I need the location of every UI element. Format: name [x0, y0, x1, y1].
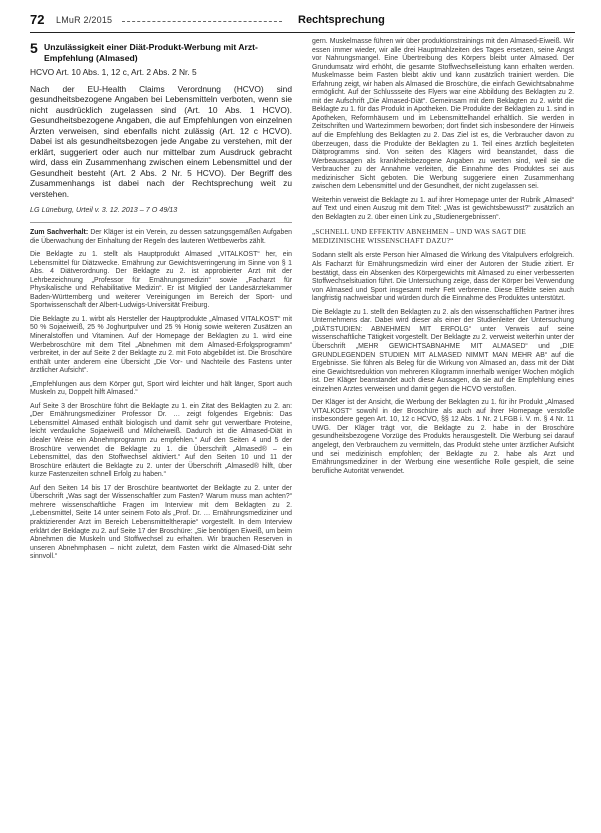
body-paragraph [30, 316, 292, 376]
section-divider [30, 222, 292, 223]
header-divider [122, 21, 282, 22]
paragraph-text: Die Beklagte zu 1. stellt als Hauptprodukt Almased „VITALKOST“ her, ein Lebensmittel für Diätzwecke. Ernährung zur Gewichtsverringerung im Sinne von § 1 Abs. 4 Diätverordnung. Der Beklagte zu 2. ist approbierter Arzt mit der Lehrbezeichnung „Professor für Ernährungsmedizin“ sowie „Facharzt für Physikalische und Rehabilitative Medizin“. Er ist Mitglied der Landesärztekammer Baden-Württemberg und weiterer Vereinigungen im Bereich der Sport- und Sportwissenschaft der Albert-Ludwigs-Universität Freiburg. [30, 251, 292, 310]
body-paragraph [30, 251, 292, 311]
body-paragraph: gern. Muskelmasse führen wir über produktionstrainings mit den Almased-Eiweiß. Wir essen immer wieder, wir alle drei Hauptmahlzeiten des Tages ersetzen, seine Angst vor Nahrungsmangel. Eine Übertreibung des Körpers bleibt unter Almased. Der Grundumsatz wird erhöht, die gesamte Stoffwechselleistung kann erhalten werden. Muskelmasse beim Fasten bleibt aktiv und kann zusätzlich trainiert werden. Die Erfahrung zeigt, wir haben als Almased die Broschüre, die einfach Gewichtsabnahme ermöglicht. Auf der Schlussseite des Flyers war eine Abbildung des Beklagten zu 2. mit der Aufschrift „Die Almased-Diät“. Gemeinsam mit dem Beklagten zu 2. wirbt die Beklagte zu 1. für das Produkt in Apotheken. Die Produkte der Beklagten zu 1. sind in Apotheken, Reformhäusern und im Lebensmittelhandel erhältlich. Sie werden in Zeitschriften und Wartezimmern beworben; dort findet sich insbesondere der Hinweis auf die Empfehlung des Beklagten zu 2. Das Ziel ist es, die Verbraucher davon zu überzeugen, dass die Produkte der Beklagten zu 1. Teil eines ärztlich begleiteten Diätprogramms sind. Von seiten des Klägers wird beanstandet, dass die Werbeaussagen als krankheitsbezogene Angaben zu werten sind, weil sie die Verbraucher zu der Annahme verleiten, die Einnahme des Produktes sei aus medizinischer Sicht geboten. Die Werbung suggeriere einen Zusammenhang zwischen dem Lebensmittel und der Gesundheit, der nicht zugelassen sei. [312, 38, 574, 191]
article-title: Unzulässigkeit einer Diät-Produkt-Werbung mit Arzt-Empfehlung (Almased) [44, 42, 258, 63]
left-column [30, 42, 292, 567]
paragraph-lead-in: Zum Sachverhalt: [30, 229, 89, 236]
paragraph-text: Der Kläger ist ein Verein, zu dessen satzungsgemäßen Aufgaben die Überwachung der Einhaltung der Regeln des lauteren Wettbewerbs zählt. [30, 229, 292, 245]
left-body-text [30, 229, 292, 562]
page-number: 72 [30, 12, 45, 27]
paragraph-text: Auf Seite 3 der Broschüre führt die Beklagte zu 1. ein Zitat des Beklagten zu 2. an: „Der Ernährungsmediziner Professor Dr. … zeigt folgendes Ergebnis: Das Lebensmittel Almased enthält biologisch und damit sehr gut verwertbare Proteine, leicht verdauliche Sojaeiweiß und Milcheiweiß. Dadurch ist die Almased-Diät in idealer Weise ein Abnehmprogramm zu empfehlen.“ Auf den Seiten 4 und 5 der Broschüre verwendet die Beklagte zu 1. die Überschrift „Almased® – ein Lebensmittel, das den Stoffwechsel aktiviert.“ Auf den Seiten 10 und 11 der Broschüre erläutert die Beklagte zu 2. unter der Überschrift „Almased® hilft, über kurze Fastenzeiten schnell Erfolg zu haben.“ [30, 402, 292, 479]
body-paragraph: Weiterhin verweist die Beklagte zu 1. auf ihrer Homepage unter der Rubrik „Almased“ auf Text und einen Auszug mit dem Titel: „Was ist gewichtsbewusst?“ zusätzlich an den Beklagten zu 2. über einen Link zu „Studienergebnissen“. [312, 196, 574, 221]
body-paragraph [30, 485, 292, 562]
article-lead: Nach der EU-Health Claims Verordnung (HCVO) sind gesundheitsbezogene Angaben bei Lebensmitteln verboten, wenn sie nicht ausdrücklich zugelassen sind (Art. 10 Abs. 1 HCVO). Gesundheitsbezogene Angaben, die auf Empfehlungen von einzelnen Ärzten verweisen, sind ebenfalls nicht zulässig (Art. 12 c HCVO). Dabei ist als gesundheitsbezogen jede Angabe zu verstehen, mit der erklärt, suggeriert oder auch nur mittelbar zum Ausdruck gebracht wird, dass ein Zusammenhang zwischen einem Lebensmittel und der Gesundheit besteht (Art. 2 Abs. 2 Nr. 5 HCVO). Der Begriff des Zusammenhangs ist dabei nach der Rechtsprechung weit zu verstehen. [30, 83, 292, 199]
page-header [30, 12, 575, 32]
paragraph-text: Auf den Seiten 14 bis 17 der Broschüre beantwortet der Beklagte zu 2. unter der Überschrift „Was sagt der Wissenschaftler zum Fasten? Warum muss man achten?“ mehrere wissenschaftliche Fragen im Interview mit dem Beklagten zu 2. „Lebensmittel, Seite 14 unter seinem Foto als „Prof. Dr. … Ernährungsmediziner und praktizierender Arzt im Bereich Lebensmitteltherapie“ vorgestellt. In dem Interview erklärt der Beklagte zu 2. auf Seite 17 der Broschüre: „Sie benötigen Eiweiß, um beim Abnehmen die Muskeln und Stoffwechsel zu erhalten. Wir brauchen Reserven in unseren Abnehmphasen – nicht zuletzt, dem Fasten wirkt die Almased-Diät sehr sinnvoll.“ [30, 484, 292, 561]
article-citation: HCVO Art. 10 Abs. 1, 12 c, Art. 2 Abs. 2 Nr. 5 [30, 67, 197, 77]
body-paragraph: Sodann stellt als erste Person hier Almased die Wirkung des Vitalpulvers erfolgreich. Als Facharzt für Ernährungsmedizin wird einer der Autoren der Studie zitiert. Er bestätigt, dass ein Absenken des Körpergewichts mit Almased zu einer verbesserten Stoffwechselsituation führt. Die Untersuchung zeige, dass der Körper bei Verwendung von Almased und Sport insgesamt mehr Fett verbrenne. Diese Effekte seien auch langfristig nachweisbar und würden durch die Einnahme des Produktes unterstützt. [312, 252, 574, 303]
court-reference: LG Lüneburg, Urteil v. 3. 12. 2013 – 7 O 49/13 [30, 205, 178, 214]
article-heading [30, 42, 292, 63]
body-paragraph [30, 403, 292, 480]
paragraph-text: Die Beklagte zu 1. wirbt als Hersteller der Hauptprodukte „Almased VITALKOST“ mit 50 % Sojaeiweiß, 25 % Joghurtpulver und 25 % Honig sowie weiteren Zusätzen an Mineralstoffen und Vitaminen. Auf der Homepage der Beklagten zu 1. wird eine Werbebroschüre mit dem Titel „Abnehmen mit dem Almased-Erfolgsprogramm“ verbreitet, in der auf Seite 2 der Beklagte zu 2. mit Foto abgebildet ist. Die Broschüre enthält unter anderem eine Übersicht „Die Vor- und Nachteile des Fastens unter ärztlicher Aufsicht“. [30, 315, 292, 375]
quoted-subheading: „SCHNELL UND EFFEKTIV ABNEHMEN – UND WAS SAGT DIE MEDIZINISCHE WISSENSCHAFT DAZU?“ [312, 228, 526, 246]
article-number: 5 [30, 40, 38, 56]
body-paragraph: Die Beklagte zu 1. stellt den Beklagten zu 2. als den wissenschaftlichen Partner ihres Unternehmens dar. Dabei wird dieser als einer der Studienleiter der Untersuchung „DIÄTSTUDIEN: ABNEHMEN MIT ERFOLG“ unter Verweis auf seine wissenschaftliche Tätigkeit vorgestellt. Der Beklagte zu 2. verweist weiterhin unter der Überschrift „MEHR GEWICHTSABNAHME MIT ALMASED“ und „DIE GRUNDLEGENDEN STUDIEN MIT ALMASED NIMMT MAN MEHR AB“ auf die Ergebnisse. Sie führen als Beleg für die Wirkung von Almased an, dass mit der Diät eine Gewichtsreduktion von mehreren Kilogramm innerhalb weniger Wochen möglich ist. Der Kläger beanstandet auch diese Aussagen, da sie auf die Empfehlung eines einzelnen Arztes verweisen und damit gegen die HCVO verstoßen. [312, 308, 574, 393]
body-paragraph [30, 229, 292, 246]
section-title: Rechtsprechung [298, 14, 385, 26]
header-rule [30, 32, 575, 33]
paragraph-text: „Empfehlungen aus dem Körper gut, Sport wird leichter und hält länger, Sport auch Muskeln zu, Doppelt hilft Almased.“ [30, 380, 292, 397]
right-body-text [312, 38, 574, 476]
body-paragraph: Der Kläger ist der Ansicht, die Werbung der Beklagten zu 1. für ihr Produkt „Almased VITALKOST“ sowohl in der Broschüre als auch auf ihrer Homepage verstoße insbesondere gegen Art. 10, 12 c HCVO, §§ 12 Abs. 1 Nr. 2 LFGB i. V. m. § 4 Nr. 11 UWG. Der Kläger trägt vor, die Beklagte zu 2. habe in der Broschüre gesundheitsbezogene Vorzüge des Produkts herausgestellt. Die Werbung sei darauf angelegt, den Verbrauchern zu vermitteln, das Produkt stehe unter ärztlicher Aufsicht und sei medizinisch empfohlen; der Beklagte zu 2. habe als Arzt und Ernährungsmediziner in der Werbung eine wesentliche Rolle gespielt, die seine berufliche Autorität verwendet. [312, 399, 574, 475]
journal-issue: LMuR 2/2015 [56, 15, 113, 25]
body-paragraph [30, 381, 292, 398]
right-column [312, 38, 574, 481]
